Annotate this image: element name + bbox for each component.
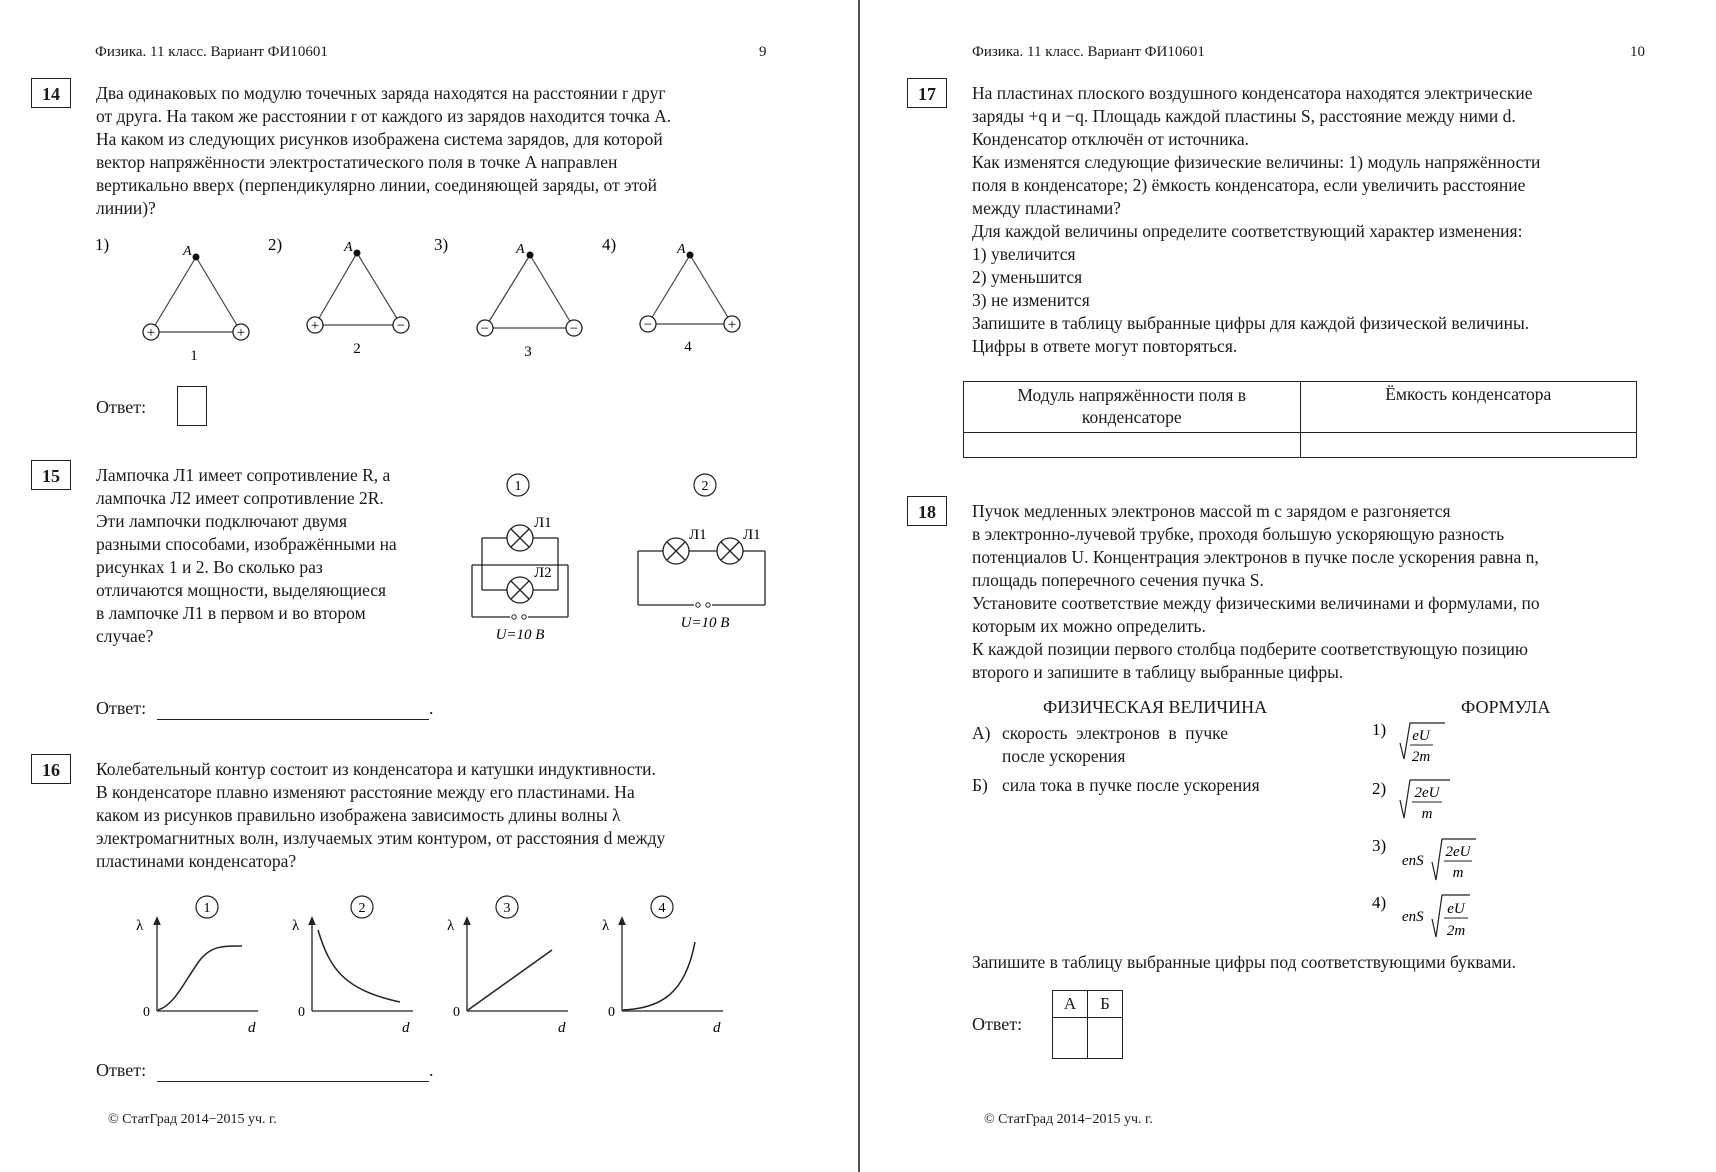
svg-text:−: − xyxy=(480,321,490,337)
answer-label: Ответ: xyxy=(96,698,147,718)
svg-text:d: d xyxy=(248,1020,256,1036)
answer-label: Ответ: xyxy=(96,1060,147,1080)
answer-cell[interactable] xyxy=(1300,433,1637,458)
table-header: Б xyxy=(1088,991,1123,1018)
svg-text:Л2: Л2 xyxy=(534,565,552,581)
table-header: Ёмкость конденсатора xyxy=(1300,382,1637,433)
svg-text:3: 3 xyxy=(503,901,511,916)
question-number: 18 xyxy=(907,496,947,526)
svg-text:d: d xyxy=(558,1020,566,1036)
formula-3 xyxy=(1372,836,1476,881)
svg-text:A: A xyxy=(677,242,686,257)
match-item-b: Б) xyxy=(972,775,988,795)
answer-box-q14[interactable] xyxy=(177,386,207,426)
question-text: Колебательный контур состоит из конденсатора и катушки индуктивности. В конденсаторе плавно изменяют расстояние между его пластинами. На каком из рисунков правильно изображена зависимость длины волны λ электромагнитных волн, излучаемых этим контуром, от расстояния d между пластинами конденсатора? xyxy=(96,759,666,871)
svg-text:enS: enS xyxy=(1402,853,1424,869)
formula-4 xyxy=(1372,893,1470,939)
svg-text:2: 2 xyxy=(701,479,709,494)
svg-text:U=10 В: U=10 В xyxy=(495,627,545,643)
instruction-text: Запишите в таблицу выбранные цифры под соответствующими буквами. xyxy=(972,952,1517,972)
left-page: Физика. 11 класс. Вариант ФИ10601 9 14 Два одинаковых по модулю точечных заряда находятся на расстоянии r друг от друга. На таком же расстоянии r от каждого из зарядов находится точка A. На каком из следующих рисунков изображена система зарядов, для которой вектор напряжённости электростатического поля в точке A направлен вертикально вверх (перпендикулярно линии, соединяющей заряды, от этой линии)? 1) A + + 1 2) A + − 2 3) A − − 3 4) A − + 4 Ответ: 15 Лампочка Л1 имеет сопротивление R, а лампочка Л2 имеет сопротивление 2R. Эти лампочки подключают двумя разными способами, изображёнными на рисунках 1 и 2. Во сколько раз отличаются мощности, выделяющиеся в лампочке Л1 в первом и во втором случае? 1 Л1 Л2 U=10 В 2 Л1 Л1 U=10 В Ответ: . 16 Колебательный контур состоит из конденсатора и катушки индуктивности. В конденсаторе плавно изменяют расстояние между его пластинами. На каком из рисунков правильно изображена зависимость длины волны λ электромагнитных волн, излучаемых этим контуром, от расстояния d между пластинами конденсатора? 1 λ 0 d 2 λ 0 d 3 λ 0 d 4 λ 0 d Ответ: . © СтатГрад 2014−2015 уч. г. xyxy=(0,0,858,1172)
svg-text:2): 2) xyxy=(268,235,283,254)
svg-text:−: − xyxy=(569,321,579,337)
charge-option-3[interactable] xyxy=(434,235,582,360)
wavelength-graphs xyxy=(0,890,858,1040)
svg-text:2: 2 xyxy=(353,341,361,357)
svg-text:A: A xyxy=(183,244,192,259)
svg-text:m: m xyxy=(1452,865,1464,881)
answer-field-q16[interactable] xyxy=(157,1061,429,1082)
question-text: Лампочка Л1 имеет сопротивление R, а лампочка Л2 имеет сопротивление 2R. Эти лампочки подключают двумя разными способами, изображёнными на рисунках 1 и 2. Во сколько раз отличаются мощности, выделяющиеся в лампочке Л1 в первом и во втором случае? xyxy=(96,465,397,646)
page-number: 10 xyxy=(1630,44,1645,60)
question-number: 17 xyxy=(907,78,947,108)
page-header: Физика. 11 класс. Вариант ФИ10601 xyxy=(95,44,328,60)
answer-label: Ответ: xyxy=(96,397,147,417)
page-footer: © СтатГрад 2014−2015 уч. г. xyxy=(108,1112,277,1127)
svg-text:3): 3) xyxy=(434,235,449,254)
svg-text:λ: λ xyxy=(292,918,300,934)
svg-text:0: 0 xyxy=(298,1005,305,1020)
question-number: 15 xyxy=(31,460,71,490)
svg-text:4): 4) xyxy=(1372,893,1387,912)
charge-diagrams xyxy=(0,225,858,365)
column-header: ФОРМУЛА xyxy=(1461,697,1551,717)
svg-text:2eU: 2eU xyxy=(1414,785,1440,801)
graph-option-1[interactable] xyxy=(136,896,258,1036)
svg-text:2m: 2m xyxy=(1411,749,1431,765)
lamp-icon xyxy=(507,525,533,551)
graph-option-3[interactable] xyxy=(447,896,568,1036)
circuit-1 xyxy=(472,474,568,643)
svg-text:4): 4) xyxy=(602,235,617,254)
answer-field-q15[interactable] xyxy=(157,699,429,720)
formula-2 xyxy=(1372,779,1450,822)
svg-text:−: − xyxy=(396,318,406,334)
svg-text:0: 0 xyxy=(453,1005,460,1020)
svg-text:1: 1 xyxy=(190,348,198,364)
svg-text:+: + xyxy=(310,318,320,334)
table-header: А xyxy=(1053,991,1088,1018)
page-header: Физика. 11 класс. Вариант ФИ10601 xyxy=(972,44,1205,60)
svg-text:+: + xyxy=(146,325,156,341)
page-footer: © СтатГрад 2014−2015 уч. г. xyxy=(984,1112,1153,1127)
svg-text:2m: 2m xyxy=(1446,923,1466,939)
svg-text:Л1: Л1 xyxy=(743,527,761,543)
svg-text:4: 4 xyxy=(658,901,666,916)
lamp-icon xyxy=(507,577,533,603)
svg-text:1: 1 xyxy=(514,479,522,494)
svg-text:enS: enS xyxy=(1402,909,1424,925)
svg-text:0: 0 xyxy=(608,1005,615,1020)
graph-option-2[interactable] xyxy=(292,896,413,1036)
svg-text:+: + xyxy=(236,325,246,341)
column-header: ФИЗИЧЕСКАЯ ВЕЛИЧИНА xyxy=(1043,697,1268,717)
right-page xyxy=(860,0,1716,1172)
charge-option-4[interactable] xyxy=(602,235,740,355)
lamp-icon xyxy=(717,538,743,564)
svg-text:Л1: Л1 xyxy=(689,527,707,543)
svg-text:2eU: 2eU xyxy=(1445,844,1471,860)
svg-text:+: + xyxy=(727,317,737,333)
page-number: 9 xyxy=(759,44,767,60)
svg-text:1: 1 xyxy=(203,901,211,916)
svg-text:A: A xyxy=(516,242,525,257)
svg-text:2): 2) xyxy=(1372,779,1387,798)
formula-1 xyxy=(1372,720,1445,765)
circuit-diagrams xyxy=(460,465,780,650)
svg-text:Л1: Л1 xyxy=(534,515,552,531)
svg-text:A: A xyxy=(344,240,353,255)
question-text: Два одинаковых по модулю точечных заряда находятся на расстоянии r друг от друга. На таком же расстоянии r от каждого из зарядов находится точка A. На каком из следующих рисунков изображена система зарядов, для которой вектор напряжённости электростатического поля в точке A направлен вертикально вверх (перпендикулярно линии, соединяющей заряды, от этой линии)? xyxy=(96,83,672,218)
svg-text:4: 4 xyxy=(684,339,692,355)
svg-text:2: 2 xyxy=(358,901,366,916)
question-text: На пластинах плоского воздушного конденсатора находятся электрические заряды +q и −q. Площадь каждой пластины S, расстояние между ними d. Конденсатор отключён от источника. Как изменятся следующие физические величины: 1) модуль напряжённости поля в конденсаторе; 2) ёмкость конденсатора, если увеличить расстояние между пластинами? Для каждой величины определите соответствующий характер изменения: 1) увеличится 2) уменьшится 3) не изменится Запишите в таблицу выбранные цифры для каждой физической величины. Цифры в ответе могут повторяться. xyxy=(972,83,1541,356)
lamp-icon xyxy=(663,538,689,564)
svg-text:U=10 В: U=10 В xyxy=(680,615,730,631)
charge-option-2[interactable] xyxy=(268,235,409,357)
svg-text:1): 1) xyxy=(95,235,110,254)
table-header: Модуль напряжённости поля в конденсаторе xyxy=(964,382,1301,433)
question-number: 16 xyxy=(31,754,71,784)
charge-option-1[interactable] xyxy=(95,235,249,364)
match-item-b-text: сила тока в пучке после ускорения xyxy=(1002,775,1260,795)
match-item-a-text: скорость электронов в пучке после ускорения xyxy=(1002,723,1228,766)
svg-text:λ: λ xyxy=(447,918,455,934)
answer-table-q18 xyxy=(1052,990,1123,1059)
answer-table-q17 xyxy=(963,381,1637,458)
graph-option-4[interactable] xyxy=(602,896,723,1036)
circuit-2 xyxy=(638,474,765,631)
svg-text:d: d xyxy=(713,1020,721,1036)
svg-text:−: − xyxy=(643,317,653,333)
svg-text:3: 3 xyxy=(524,344,532,360)
answer-cell[interactable] xyxy=(1088,1018,1123,1059)
svg-text:λ: λ xyxy=(602,918,610,934)
formula-list xyxy=(1370,715,1550,950)
answer-label: Ответ: xyxy=(972,1014,1023,1034)
svg-text:eU: eU xyxy=(1447,901,1465,917)
svg-text:1): 1) xyxy=(1372,720,1387,739)
answer-cell[interactable] xyxy=(1053,1018,1088,1059)
svg-text:λ: λ xyxy=(136,918,144,934)
svg-text:0: 0 xyxy=(143,1005,150,1020)
svg-text:m: m xyxy=(1421,806,1433,822)
svg-text:d: d xyxy=(402,1020,410,1036)
question-text: Пучок медленных электронов массой m с зарядом e разгоняется в электронно-лучевой трубке, проходя большую ускоряющую разность потенциалов U. Концентрация электронов в пучке после ускорения равна n, площадь поперечного сечения пучка S. Установите соответствие между физическими величинами и формулами, по которым их можно определить. К каждой позиции первого столбца подберите соответствующую позицию второго и запишите в таблицу выбранные цифры. xyxy=(972,501,1540,682)
match-item-a: А) xyxy=(972,723,991,743)
svg-text:eU: eU xyxy=(1412,728,1430,744)
question-number: 14 xyxy=(31,78,71,108)
svg-text:3): 3) xyxy=(1372,836,1387,855)
answer-cell[interactable] xyxy=(964,433,1301,458)
